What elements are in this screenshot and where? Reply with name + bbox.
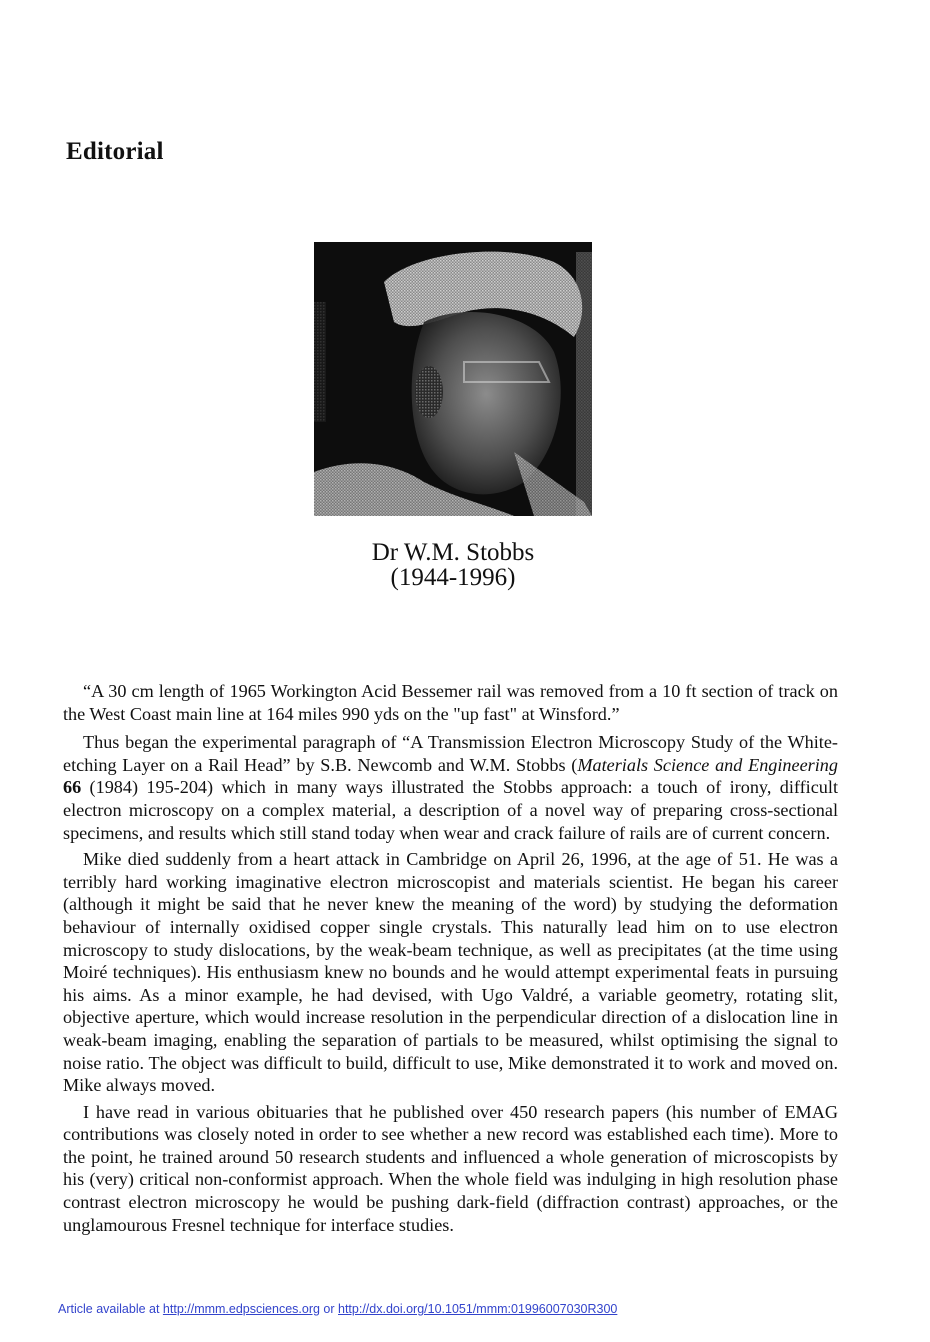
caption-name: Dr W.M. Stobbs xyxy=(371,539,535,566)
paragraph-2 xyxy=(63,731,838,844)
footer-link-journal[interactable]: http://mmm.edpsciences.org xyxy=(162,1302,320,1316)
caption-dates: (1944-1996) xyxy=(390,564,516,591)
portrait-image xyxy=(314,242,592,516)
page-heading: Editorial xyxy=(66,138,164,165)
portrait-photo xyxy=(314,242,592,516)
paragraph-3: Mike died suddenly from a heart attack in Cambridge on April 26, 1996, at the age of 51. He was a terribly hard working imaginative electron microscopist and materials scientist. He began his career (although it might be said that he never knew the meaning of the word) by studying the deformation behaviour of internally oxidised copper single crystals. This naturally lead him on to use electron microscopy to study dislocations, by the weak-beam technique, as well as precipitates (at the time using Moiré techniques). His enthusiasm knew no bounds and he would attempt experimental feats in pursuing his aims. As a minor example, he had devised, with Ugo Valdré, a variable geometry, rotating slit, objective aperture, which would increase resolution in the perpendicular direction of a dislocation line in weak-beam imaging, enabling the separation of partials to be measured, whilst optimising the signal to noise ratio. The object was difficult to build, difficult to use, Mike demonstrated it to work and moved on. Mike always moved. xyxy=(63,849,838,1096)
footer-link-doi[interactable]: http://dx.doi.org/10.1051/mmm:01996007030R300 xyxy=(338,1302,618,1316)
paragraph-4: I have read in various obituaries that he published over 450 research papers (his number of EMAG contributions was closely noted in order to see whether a new record was established each time). More to the point, he trained around 50 research students and influenced a whole generation of microscopists by his (very) critical non-conformist approach. When the whole field was indulging in high resolution phase contrast electron microscopy he would be pushing dark-field (diffraction contrast) approaches, or the unglamourous Fresnel technique for interface studies. xyxy=(63,1101,838,1235)
paragraph-2-before: Thus began the experimental paragraph of “A Transmission Electron Microscopy Study of the White-etching Layer on a Rail Head” by S.B. Newcomb and W.M. Stobbs ( xyxy=(63,732,838,775)
article-body xyxy=(63,680,838,1240)
journal-title: Materials Science and Engineering xyxy=(577,754,838,775)
footer-prefix: Article available at xyxy=(58,1302,163,1316)
footer-availability xyxy=(58,1302,617,1316)
journal-volume: 66 xyxy=(63,777,82,798)
footer-middle: or xyxy=(319,1302,338,1316)
paragraph-2-after: (1984) 195-204) which in many ways illustrated the Stobbs approach: a touch of irony, difficult electron microscopy on a complex material, a description of a novel way of preparing cross-sectional specimens, and results which still stand today when wear and crack failure of rails are of current concern. xyxy=(63,777,838,843)
paragraph-1: “A 30 cm length of 1965 Workington Acid Bessemer rail was removed from a 10 ft section of track on the West Coast main line at 164 miles 990 yds on the "up fast" at Winsford.” xyxy=(63,681,838,724)
photo-caption xyxy=(300,540,606,590)
